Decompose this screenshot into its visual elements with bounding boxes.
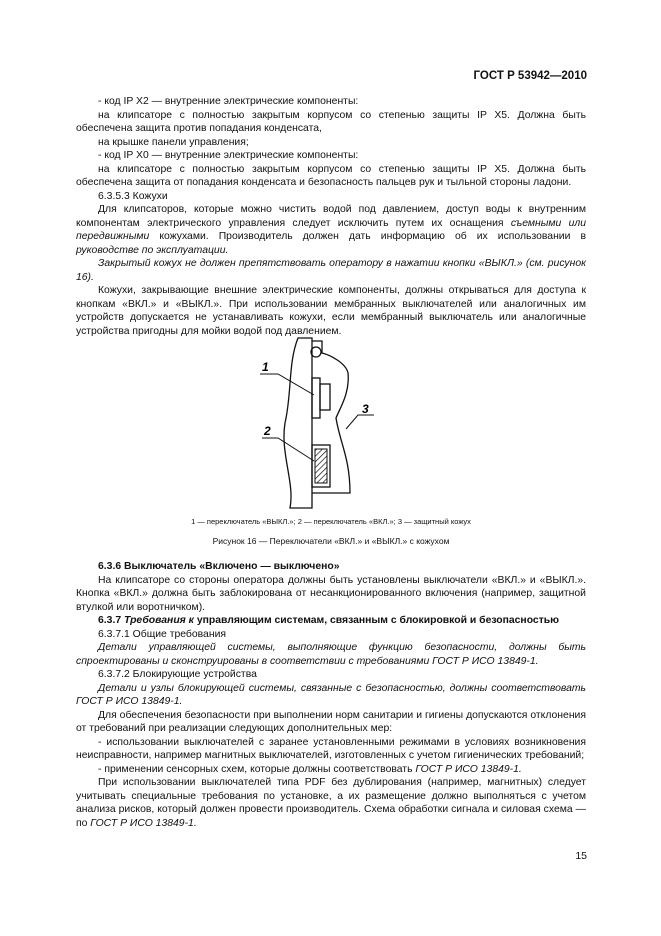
paragraph: на крышке панели управления;: [98, 136, 249, 148]
text-block-top: [76, 95, 586, 338]
paragraph: 6.3.7 Требования к управляющим системам, связанным с блокировкой и безопасностью: [98, 615, 560, 626]
paragraph: Кожухи, закрывающие внешние электрические компоненты, должны открываться для доступа к кнопкам «ВКЛ.» и «ВЫКЛ.». При использовании мембранных выключателей или аналогичных им устройств допускается не устанавливать кожухи, если мембранный выключатель или аналогичные устройства пригодны для мойки водой под давлением.: [76, 285, 586, 337]
paragraph: При использовании выключателей типа PDF без дублирования (например, магнитных) следует учитывать специальные требования по установке, а их размещение должно выполняться с учетом анализа рисков, который должен провести производитель. Схема обработки сигнала и силовая схема — по ГОСТ Р ИСО 13849-1.: [76, 777, 586, 829]
leader-line-2: [262, 438, 314, 461]
on-switch-hatch: [315, 449, 327, 483]
paragraph: - применении сенсорных схем, которые должны соответствовать ГОСТ Р ИСО 13849-1.: [98, 763, 522, 775]
paragraph: 6.3.6 Выключатель «Включено — выключено»: [98, 561, 340, 572]
off-switch-button: [320, 384, 330, 410]
paragraph: на клипсаторе с полностью закрытым корпусом со степенью защиты IP X5. Должна быть обеспечена защита против попадания конденсата,: [76, 109, 586, 134]
housing-panel: [284, 338, 312, 508]
paragraph: Детали управляющей системы, выполняющие функцию безопасности, должны быть спроектированы и сконструированы в соответствии с требованиями ГОСТ Р ИСО 13849-1.: [76, 642, 586, 667]
paragraph: Закрытый кожух не должен препятствовать оператору в нажатии кнопки «ВЫКЛ.» (см. рисунок 16).: [76, 258, 586, 283]
paragraph: 6.3.7.2 Блокирующие устройства: [98, 669, 257, 680]
document-header: ГОСТ Р 53942—2010: [473, 70, 587, 82]
paragraph: Детали и узлы блокирующей системы, связанные с безопасностью, должны соответствовать ГОСТ Р ИСО 13849-1.: [76, 682, 586, 707]
figure-legend: 1 — переключатель «ВЫКЛ.»; 2 — переключатель «ВКЛ.»; 3 — защитный кожух: [191, 517, 471, 526]
paragraph: - код IP X2 — внутренние электрические компоненты:: [98, 96, 359, 107]
figure-16-diagram: [240, 333, 390, 513]
paragraph: Для клипсаторов, которые можно чистить водой под давлением, доступ воды к внутренним компонентам электрического управления следует исключить путем их оснащения съемными или передвижными кожухами. Производитель должен дать информацию об их использовании в руководстве по эксплуатации.: [76, 204, 586, 256]
paragraph: на клипсаторе с полностью закрытым корпусом со степенью защиты IP X5. Должна быть обеспечена защита от попадания конденсата и безопасность пальцев рук и тыльной стороны ладони.: [76, 163, 586, 188]
text-block-bottom: [76, 560, 586, 830]
leader-line-1: [260, 374, 314, 395]
paragraph: - использовании выключателей с заранее установленными режимами в условиях возникновения неисправности, например магнитных выключателей, изготовленных с учетом гигиенических требований;: [76, 736, 586, 761]
paragraph: 6.3.7.1 Общие требования: [98, 628, 226, 640]
figure-caption: Рисунок 16 — Переключатели «ВКЛ.» и «ВЫКЛ.» с кожухом: [212, 536, 450, 546]
figure-label-1: 1: [262, 360, 269, 374]
figure-label-2: 2: [264, 424, 271, 438]
figure-label-3: 3: [362, 402, 369, 416]
paragraph: - код IP X0 — внутренние электрические компоненты:: [98, 150, 359, 161]
page-number: 15: [575, 850, 587, 862]
off-switch-shape: [312, 378, 320, 418]
paragraph: На клипсаторе со стороны оператора должны быть установлены выключатели «ВКЛ.» и «ВЫКЛ.». Кнопка «ВКЛ.» должна быть заблокирована от несанкционированного включения (например, защитной втулкой или воротничком).: [76, 574, 586, 613]
paragraph: Для обеспечения безопасности при выполнении норм санитарии и гигиены допускаются отклонения от требований при реализации следующих дополнительных мер:: [76, 709, 586, 734]
leader-line-3: [346, 415, 374, 429]
paragraph: 6.3.5.3 Кожухи: [98, 190, 168, 202]
